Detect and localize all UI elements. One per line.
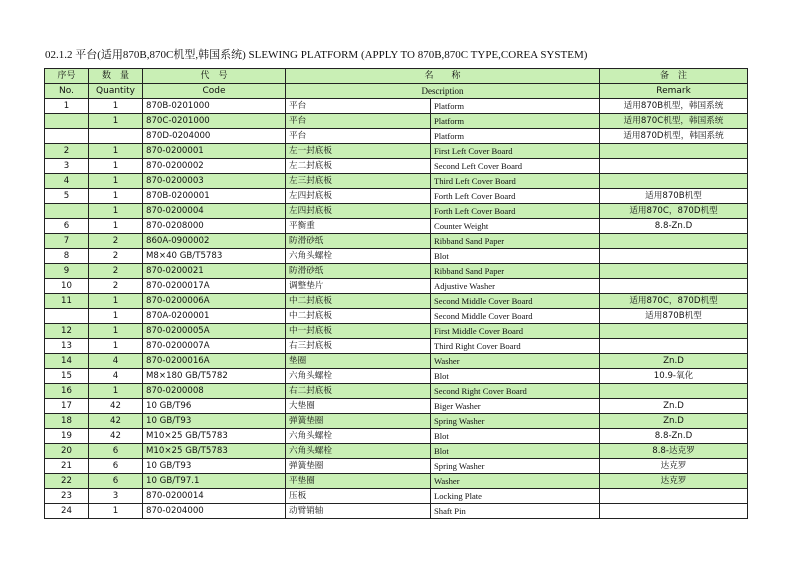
- cell-name-zh: 中一封底板: [286, 324, 431, 339]
- cell-code: M10×25 GB/T5783: [143, 429, 286, 444]
- cell-remark: [600, 489, 748, 504]
- cell-name-en: Ribband Sand Paper: [431, 234, 600, 249]
- header-remark-en: Remark: [600, 84, 748, 99]
- cell-remark: [600, 504, 748, 519]
- table-row: [45, 309, 748, 324]
- cell-remark: 适用870B机型: [600, 309, 748, 324]
- table-row: [45, 279, 748, 294]
- cell-name-zh: 防滑砂纸: [286, 264, 431, 279]
- cell-code: 870-0200017A: [143, 279, 286, 294]
- cell-name-zh: 左二封底板: [286, 159, 431, 174]
- cell-name-zh: 左四封底板: [286, 189, 431, 204]
- cell-name-zh: 中二封底板: [286, 294, 431, 309]
- cell-qty: 4: [89, 354, 143, 369]
- cell-name-zh: 动臂销轴: [286, 504, 431, 519]
- cell-no: [45, 309, 89, 324]
- cell-code: 870A-0200001: [143, 309, 286, 324]
- cell-qty: 2: [89, 279, 143, 294]
- cell-code: 870-0200006A: [143, 294, 286, 309]
- cell-no: 24: [45, 504, 89, 519]
- cell-remark: [600, 264, 748, 279]
- cell-name-zh: 右二封底板: [286, 384, 431, 399]
- cell-no: 11: [45, 294, 89, 309]
- cell-remark: 10.9-氧化: [600, 369, 748, 384]
- header-no-zh: 序号: [45, 69, 89, 84]
- cell-no: 6: [45, 219, 89, 234]
- cell-qty: 1: [89, 144, 143, 159]
- cell-qty: 42: [89, 414, 143, 429]
- table-row: [45, 99, 748, 114]
- table-row: [45, 249, 748, 264]
- cell-name-zh: 左四封底板: [286, 204, 431, 219]
- cell-name-zh: 平台: [286, 114, 431, 129]
- cell-code: 870-0200007A: [143, 339, 286, 354]
- cell-remark: [600, 174, 748, 189]
- cell-qty: 4: [89, 369, 143, 384]
- header-remark-zh: 备 注: [600, 69, 748, 84]
- cell-qty: 42: [89, 429, 143, 444]
- cell-name-en: Washer: [431, 474, 600, 489]
- cell-qty: 2: [89, 264, 143, 279]
- cell-name-en: Forth Left Cover Board: [431, 204, 600, 219]
- cell-remark: 8.8-Zn.D: [600, 429, 748, 444]
- cell-no: 13: [45, 339, 89, 354]
- table-row: [45, 294, 748, 309]
- cell-no: [45, 204, 89, 219]
- cell-code: 870C-0201000: [143, 114, 286, 129]
- cell-name-en: Second Middle Cover Board: [431, 294, 600, 309]
- cell-qty: 1: [89, 99, 143, 114]
- cell-no: 20: [45, 444, 89, 459]
- cell-name-en: Second Left Cover Board: [431, 159, 600, 174]
- table-row: [45, 444, 748, 459]
- table-row: [45, 129, 748, 144]
- cell-name-zh: 六角头螺栓: [286, 429, 431, 444]
- table-row: [45, 114, 748, 129]
- cell-no: 12: [45, 324, 89, 339]
- cell-qty: 42: [89, 399, 143, 414]
- cell-no: 10: [45, 279, 89, 294]
- header-name-en: Description: [286, 84, 600, 99]
- cell-name-en: Spring Washer: [431, 459, 600, 474]
- cell-remark: 达克罗: [600, 474, 748, 489]
- cell-name-en: Biger Washer: [431, 399, 600, 414]
- cell-code: 10 GB/T93: [143, 459, 286, 474]
- table-row: [45, 339, 748, 354]
- cell-name-en: Ribband Sand Paper: [431, 264, 600, 279]
- cell-name-zh: 右三封底板: [286, 339, 431, 354]
- cell-name-en: Blot: [431, 429, 600, 444]
- cell-name-zh: 防滑砂纸: [286, 234, 431, 249]
- cell-no: 5: [45, 189, 89, 204]
- cell-qty: 1: [89, 159, 143, 174]
- cell-no: 16: [45, 384, 89, 399]
- header-qty-en: Quantity: [89, 84, 143, 99]
- cell-name-en: Spring Washer: [431, 414, 600, 429]
- cell-no: 21: [45, 459, 89, 474]
- cell-remark: [600, 279, 748, 294]
- cell-code: 10 GB/T93: [143, 414, 286, 429]
- header-code-zh: 代 号: [143, 69, 286, 84]
- cell-remark: 适用870B机型: [600, 189, 748, 204]
- header-no-en: No.: [45, 84, 89, 99]
- table-row: [45, 354, 748, 369]
- table-row: [45, 159, 748, 174]
- cell-no: 2: [45, 144, 89, 159]
- cell-name-en: Platform: [431, 129, 600, 144]
- cell-remark: [600, 324, 748, 339]
- table-row: [45, 414, 748, 429]
- table-row: [45, 384, 748, 399]
- cell-code: 870-0208000: [143, 219, 286, 234]
- cell-remark: [600, 339, 748, 354]
- cell-qty: 1: [89, 384, 143, 399]
- cell-name-en: First Middle Cover Board: [431, 324, 600, 339]
- cell-qty: 1: [89, 309, 143, 324]
- cell-remark: Zn.D: [600, 414, 748, 429]
- cell-code: 870-0200002: [143, 159, 286, 174]
- cell-no: 15: [45, 369, 89, 384]
- cell-no: [45, 129, 89, 144]
- cell-no: 22: [45, 474, 89, 489]
- cell-remark: 适用870D机型，韩国系统: [600, 129, 748, 144]
- cell-code: 860A-0900002: [143, 234, 286, 249]
- cell-no: 19: [45, 429, 89, 444]
- header-name-zh: 名 称: [286, 69, 600, 84]
- cell-no: 8: [45, 249, 89, 264]
- table-row: [45, 459, 748, 474]
- cell-name-en: Locking Plate: [431, 489, 600, 504]
- cell-code: 870-0200001: [143, 144, 286, 159]
- cell-remark: [600, 159, 748, 174]
- cell-code: 10 GB/T96: [143, 399, 286, 414]
- cell-code: 870-0200014: [143, 489, 286, 504]
- cell-code: 870B-0200001: [143, 189, 286, 204]
- cell-remark: [600, 249, 748, 264]
- cell-name-zh: 弹簧垫圈: [286, 414, 431, 429]
- cell-qty: 1: [89, 324, 143, 339]
- cell-qty: 6: [89, 459, 143, 474]
- cell-remark: Zn.D: [600, 354, 748, 369]
- cell-code: 870-0200008: [143, 384, 286, 399]
- cell-name-zh: 平衡重: [286, 219, 431, 234]
- cell-no: 4: [45, 174, 89, 189]
- table-row: [45, 504, 748, 519]
- table-row: [45, 489, 748, 504]
- cell-name-zh: 弹簧垫圈: [286, 459, 431, 474]
- cell-no: 14: [45, 354, 89, 369]
- cell-no: 18: [45, 414, 89, 429]
- cell-qty: 1: [89, 339, 143, 354]
- cell-no: [45, 114, 89, 129]
- cell-name-en: Forth Left Cover Board: [431, 189, 600, 204]
- cell-name-en: Blot: [431, 249, 600, 264]
- cell-remark: [600, 144, 748, 159]
- cell-name-en: Blot: [431, 369, 600, 384]
- cell-name-zh: 平垫圈: [286, 474, 431, 489]
- cell-remark: [600, 384, 748, 399]
- table-row: [45, 429, 748, 444]
- cell-name-en: Counter Weight: [431, 219, 600, 234]
- table-row: [45, 219, 748, 234]
- cell-code: M10×25 GB/T5783: [143, 444, 286, 459]
- cell-name-en: Adjustive Washer: [431, 279, 600, 294]
- parts-table: [44, 68, 748, 519]
- cell-name-zh: 左一封底板: [286, 144, 431, 159]
- header-code-en: Code: [143, 84, 286, 99]
- cell-name-en: Blot: [431, 444, 600, 459]
- cell-code: 870-0200005A: [143, 324, 286, 339]
- cell-remark: [600, 234, 748, 249]
- cell-qty: 1: [89, 174, 143, 189]
- table-row: [45, 204, 748, 219]
- cell-name-zh: 大垫圈: [286, 399, 431, 414]
- cell-code: 870-0200003: [143, 174, 286, 189]
- cell-qty: 6: [89, 444, 143, 459]
- cell-qty: [89, 129, 143, 144]
- table-row: [45, 144, 748, 159]
- cell-name-en: Platform: [431, 99, 600, 114]
- cell-qty: 1: [89, 504, 143, 519]
- table-row: [45, 264, 748, 279]
- cell-name-en: First Left Cover Board: [431, 144, 600, 159]
- cell-qty: 1: [89, 189, 143, 204]
- cell-code: 870-0200004: [143, 204, 286, 219]
- cell-qty: 1: [89, 219, 143, 234]
- table-row: [45, 369, 748, 384]
- cell-name-zh: 调整垫片: [286, 279, 431, 294]
- table-row: [45, 189, 748, 204]
- cell-code: M8×180 GB/T5782: [143, 369, 286, 384]
- cell-code: 870-0200021: [143, 264, 286, 279]
- table-row: [45, 234, 748, 249]
- cell-remark: 适用870C，870D机型: [600, 294, 748, 309]
- cell-remark: 适用870B机型，韩国系统: [600, 99, 748, 114]
- cell-qty: 3: [89, 489, 143, 504]
- cell-name-en: Shaft Pin: [431, 504, 600, 519]
- cell-name-zh: 左三封底板: [286, 174, 431, 189]
- cell-remark: 8.8-达克罗: [600, 444, 748, 459]
- cell-code: M8×40 GB/T5783: [143, 249, 286, 264]
- header-row-zh: [45, 69, 748, 84]
- cell-name-zh: 六角头螺栓: [286, 369, 431, 384]
- cell-no: 23: [45, 489, 89, 504]
- cell-code: 10 GB/T97.1: [143, 474, 286, 489]
- table-row: [45, 474, 748, 489]
- cell-name-zh: 中二封底板: [286, 309, 431, 324]
- cell-name-en: Washer: [431, 354, 600, 369]
- cell-name-zh: 垫圈: [286, 354, 431, 369]
- cell-code: 870-0204000: [143, 504, 286, 519]
- cell-qty: 6: [89, 474, 143, 489]
- section-title: 02.1.2 平台(适用870B,870C机型,韩国系统) SLEWING PLATFORM (APPLY TO 870B,870C TYPE,COREA SYSTEM): [45, 49, 588, 61]
- cell-name-zh: 平台: [286, 129, 431, 144]
- cell-no: 17: [45, 399, 89, 414]
- cell-code: 870D-0204000: [143, 129, 286, 144]
- cell-code: 870-0200016A: [143, 354, 286, 369]
- cell-name-zh: 六角头螺栓: [286, 249, 431, 264]
- cell-name-en: Third Left Cover Board: [431, 174, 600, 189]
- cell-name-en: Second Middle Cover Board: [431, 309, 600, 324]
- cell-remark: 适用870C机型，韩国系统: [600, 114, 748, 129]
- cell-name-zh: 压板: [286, 489, 431, 504]
- cell-name-zh: 六角头螺栓: [286, 444, 431, 459]
- table-row: [45, 324, 748, 339]
- cell-no: 3: [45, 159, 89, 174]
- cell-code: 870B-0201000: [143, 99, 286, 114]
- header-qty-zh: 数 量: [89, 69, 143, 84]
- cell-qty: 2: [89, 249, 143, 264]
- cell-qty: 1: [89, 204, 143, 219]
- cell-remark: 8.8-Zn.D: [600, 219, 748, 234]
- cell-no: 9: [45, 264, 89, 279]
- cell-name-en: Third Right Cover Board: [431, 339, 600, 354]
- cell-remark: Zn.D: [600, 399, 748, 414]
- cell-name-en: Second Right Cover Board: [431, 384, 600, 399]
- cell-name-zh: 平台: [286, 99, 431, 114]
- header-row-en: [45, 84, 748, 99]
- cell-name-en: Platform: [431, 114, 600, 129]
- cell-qty: 1: [89, 294, 143, 309]
- table-row: [45, 174, 748, 189]
- cell-qty: 1: [89, 114, 143, 129]
- cell-no: 1: [45, 99, 89, 114]
- table-row: [45, 399, 748, 414]
- cell-qty: 2: [89, 234, 143, 249]
- cell-remark: 适用870C，870D机型: [600, 204, 748, 219]
- cell-no: 7: [45, 234, 89, 249]
- cell-remark: 达克罗: [600, 459, 748, 474]
